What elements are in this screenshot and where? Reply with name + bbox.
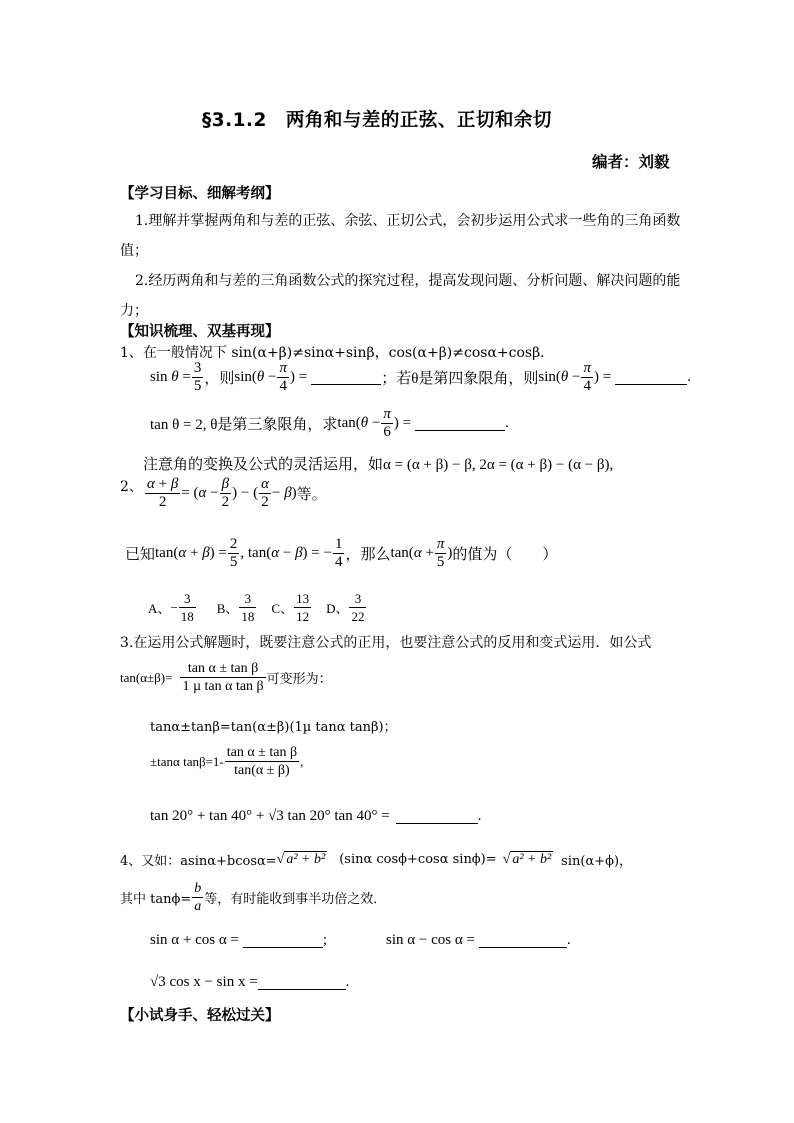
example-6-text: √3 cos x − sin x = [150, 974, 258, 990]
example-4-text: tan 20° + tan 40° + √3 tan 20° tan 40° = [150, 808, 390, 824]
answer-blank-2[interactable] [615, 370, 687, 385]
item-4-continued: 其中 tanϕ= $\frac{b}{a}$ 等，有时能收到事半功倍之效． [120, 881, 387, 914]
answer-blank-6[interactable] [479, 933, 567, 948]
variant-2-numerator: tan α ± tan β [226, 745, 298, 760]
example-1: sin θ = $\frac{3}{5}$ ，则 sin(θ − $\frac{\pi}{4}$ ) = ；若θ是第四象限角，则 sin(θ − $\frac{\pi}{4}$ ) = . [150, 360, 691, 394]
example-2-text: tan θ = 2, θ是第三象限角，求 [150, 417, 338, 433]
item-4-text-d: 其中 tanϕ= [120, 892, 192, 907]
item-2-tail: 等。 [296, 487, 327, 503]
formula-lhs: tan(α±β)= [120, 669, 173, 685]
item-4-text-c: sin(α+ϕ)， [561, 854, 633, 869]
option-d[interactable]: D、 $\frac{3}{22}$ [326, 591, 365, 624]
item-2-label: 2、 [120, 479, 143, 495]
answer-blank-4[interactable] [396, 809, 478, 824]
item-4-text-e: 等，有时能收到事半功倍之效． [204, 892, 387, 907]
variant-2-lhs: ±tanα tanβ=1- [150, 753, 224, 769]
example-3: 已知 tan(α + β) = $\frac{2}{5}$ , tan(α − β) = − $\frac{1}{4}$ ，那么 tan(α + $\frac{\pi}{5}$ ) 的值为（ ） [125, 536, 558, 570]
formula-denominator: 1 µ tan α tan β [182, 679, 264, 694]
section-heading-practice: 【小试身手、轻松过关】 [120, 1008, 280, 1024]
item-1: 1、在一般情况下 sin(α+β)≠sinα+sinβ，cos(α+β)≠cosα+cosβ． [120, 345, 555, 361]
answer-blank-3[interactable] [415, 416, 505, 431]
item-4-text-a: 4、又如：asinα+bcosα= [120, 854, 277, 869]
tan-sum-formula [120, 660, 332, 695]
item-4: 4、又如：asinα+bcosα= √ a² + b² (sinα cosϕ+cosα sinϕ)= √ a² + b² sin(α+ϕ)， [120, 851, 633, 869]
goal-1-line-a: 1.理解并掌握两角和与差的正弦、余弦、正切公式，会初步运用公式求一些角的三角函数 [135, 213, 681, 229]
example-3-text-c: 的值为（ ） [452, 547, 558, 563]
choice-options [148, 590, 367, 625]
variant-2: ±tanα tanβ=1- $\frac{\text{tan α ± tan β}}{\tan(\alpha \pm \beta)}$ , [150, 745, 304, 778]
example-5b: sin α − cos α = . [386, 932, 571, 948]
page-title: §3.1.2 两角和与差的正弦、正切和余切 [202, 110, 552, 131]
example-1-text-b: ；若θ是第四象限角，则 [381, 371, 539, 387]
option-b[interactable]: B、 $\frac{3}{18}$ [216, 591, 255, 624]
answer-blank-1[interactable] [311, 370, 381, 385]
formula-numerator: tan α ± tan β [180, 660, 265, 678]
example-2: tan θ = 2, θ是第三象限角，求 tan(θ − $\frac{\pi}{6}$ ) = . [150, 406, 509, 440]
goal-1-line-b: 值； [120, 243, 148, 259]
example-5b-text: sin α − cos α = [386, 932, 475, 948]
option-c[interactable]: C、 $\frac{13}{12}$ [271, 591, 310, 624]
angle-transform-note: 注意角的变换及公式的灵活运用，如α = (α + β) − β, 2α = (α + β) − (α − β), [143, 457, 614, 473]
answer-blank-7[interactable] [258, 975, 346, 990]
example-3-text-b: ，那么 [345, 547, 391, 563]
answer-blank-5[interactable] [243, 933, 323, 948]
author: 编者：刘毅 [592, 153, 670, 171]
example-1-text-a: ，则 [204, 371, 235, 387]
example-3-text-a: 已知 [125, 547, 156, 563]
option-a[interactable]: A、 − $\frac{3}{18}$ [148, 591, 194, 624]
example-6: √3 cos x − sin x = . [150, 974, 350, 990]
item-4-text-b: (sinα cosϕ+cosα sinϕ)= [339, 852, 497, 867]
goal-2-line-b: 力； [120, 303, 148, 319]
section-heading-goals: 【学习目标、细解考纲】 [120, 186, 280, 202]
variant-1: tanα±tanβ=tan(α±β)(1µ tanα tanβ)； [150, 720, 397, 735]
section-heading-knowledge: 【知识梳理、双基再现】 [120, 324, 280, 340]
item-3: 3.在运用公式解题时，既要注意公式的正用，也要注意公式的反用和变式运用．如公式 [120, 635, 652, 651]
example-5a-text: sin α + cos α = [150, 932, 239, 948]
example-4: tan 20° + tan 40° + √3 tan 20° tan 40° = . [150, 808, 482, 824]
item-2-formula: $\frac{\alpha + \beta}{2}$ = (α − $\frac{\beta}{2}$ ) − ( $\frac{\alpha}{2}$ − β) 等。 [147, 476, 327, 510]
example-5a: sin α + cos α = ; [150, 932, 328, 948]
variant-2-denominator: tan(α ± β) [234, 763, 290, 778]
formula-tail: 可变形为： [266, 671, 332, 686]
goal-2-line-a: 2.经历两角和与差的三角函数公式的探究过程，提高发现问题、分析问题、解决问题的能 [135, 273, 681, 289]
